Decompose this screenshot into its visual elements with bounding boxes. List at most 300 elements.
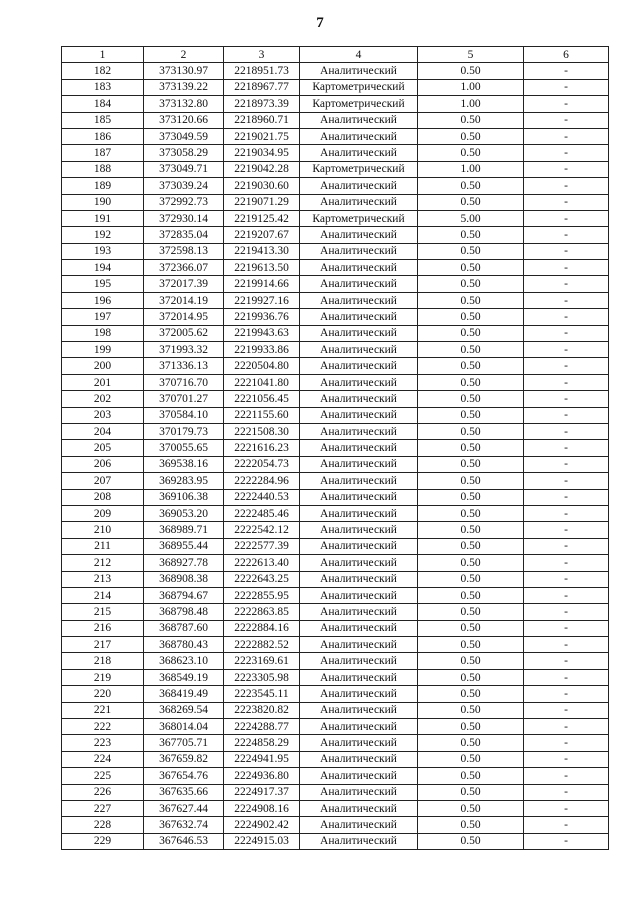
accuracy-cell: 0.50 (418, 407, 524, 423)
accuracy-cell: 0.50 (418, 112, 524, 128)
y-coordinate-cell: 2222855.95 (224, 587, 300, 603)
y-coordinate-cell: 2224858.29 (224, 735, 300, 751)
y-coordinate-cell: 2218951.73 (224, 63, 300, 79)
point-number-cell: 214 (62, 587, 144, 603)
note-cell: - (524, 325, 609, 341)
point-number-cell: 215 (62, 604, 144, 620)
x-coordinate-cell: 368798.48 (144, 604, 224, 620)
point-number-cell: 201 (62, 374, 144, 390)
method-cell: Аналитический (300, 800, 418, 816)
method-cell: Аналитический (300, 194, 418, 210)
point-number-cell: 186 (62, 128, 144, 144)
accuracy-cell: 0.50 (418, 423, 524, 439)
table-row (62, 227, 609, 243)
y-coordinate-cell: 2219034.95 (224, 145, 300, 161)
table-row (62, 325, 609, 341)
x-coordinate-cell: 368623.10 (144, 653, 224, 669)
table-row (62, 260, 609, 276)
x-coordinate-cell: 372598.13 (144, 243, 224, 259)
table-row (62, 768, 609, 784)
table-row (62, 702, 609, 718)
method-cell: Аналитический (300, 637, 418, 653)
accuracy-cell: 0.50 (418, 833, 524, 849)
note-cell: - (524, 784, 609, 800)
x-coordinate-cell: 373049.71 (144, 161, 224, 177)
table-row (62, 112, 609, 128)
note-cell: - (524, 719, 609, 735)
point-number-cell: 226 (62, 784, 144, 800)
accuracy-cell: 0.50 (418, 227, 524, 243)
point-number-cell: 223 (62, 735, 144, 751)
x-coordinate-cell: 373139.22 (144, 79, 224, 95)
y-coordinate-cell: 2221155.60 (224, 407, 300, 423)
table-row (62, 243, 609, 259)
note-cell: - (524, 669, 609, 685)
method-cell: Аналитический (300, 325, 418, 341)
accuracy-cell: 0.50 (418, 440, 524, 456)
table-row (62, 128, 609, 144)
point-number-cell: 192 (62, 227, 144, 243)
y-coordinate-cell: 2219927.16 (224, 292, 300, 308)
note-cell: - (524, 358, 609, 374)
table-row (62, 800, 609, 816)
table-row (62, 194, 609, 210)
point-number-cell: 218 (62, 653, 144, 669)
accuracy-cell: 0.50 (418, 538, 524, 554)
note-cell: - (524, 456, 609, 472)
method-cell: Аналитический (300, 260, 418, 276)
x-coordinate-cell: 373130.97 (144, 63, 224, 79)
accuracy-cell: 0.50 (418, 620, 524, 636)
table-row (62, 620, 609, 636)
table-row (62, 637, 609, 653)
method-cell: Аналитический (300, 571, 418, 587)
y-coordinate-cell: 2221041.80 (224, 374, 300, 390)
x-coordinate-cell: 372005.62 (144, 325, 224, 341)
point-number-cell: 197 (62, 309, 144, 325)
point-number-cell: 183 (62, 79, 144, 95)
point-number-cell: 213 (62, 571, 144, 587)
x-coordinate-cell: 370716.70 (144, 374, 224, 390)
point-number-cell: 194 (62, 260, 144, 276)
table-row (62, 522, 609, 538)
point-number-cell: 205 (62, 440, 144, 456)
point-number-cell: 229 (62, 833, 144, 849)
x-coordinate-cell: 373049.59 (144, 128, 224, 144)
point-number-cell: 206 (62, 456, 144, 472)
accuracy-cell: 0.50 (418, 309, 524, 325)
note-cell: - (524, 292, 609, 308)
point-number-cell: 219 (62, 669, 144, 685)
note-cell: - (524, 391, 609, 407)
x-coordinate-cell: 372366.07 (144, 260, 224, 276)
point-number-cell: 190 (62, 194, 144, 210)
method-cell: Аналитический (300, 440, 418, 456)
accuracy-cell: 5.00 (418, 210, 524, 226)
point-number-cell: 212 (62, 555, 144, 571)
note-cell: - (524, 604, 609, 620)
accuracy-cell: 0.50 (418, 260, 524, 276)
method-cell: Аналитический (300, 407, 418, 423)
x-coordinate-cell: 372992.73 (144, 194, 224, 210)
accuracy-cell: 0.50 (418, 702, 524, 718)
coordinates-table (61, 46, 609, 850)
column-header-1: 1 (62, 47, 144, 63)
y-coordinate-cell: 2224936.80 (224, 768, 300, 784)
table-row (62, 63, 609, 79)
table-row (62, 309, 609, 325)
method-cell: Аналитический (300, 145, 418, 161)
accuracy-cell: 1.00 (418, 79, 524, 95)
point-number-cell: 221 (62, 702, 144, 718)
accuracy-cell: 0.50 (418, 342, 524, 358)
note-cell: - (524, 342, 609, 358)
x-coordinate-cell: 367646.53 (144, 833, 224, 849)
y-coordinate-cell: 2224288.77 (224, 719, 300, 735)
table-row (62, 423, 609, 439)
point-number-cell: 203 (62, 407, 144, 423)
x-coordinate-cell: 372930.14 (144, 210, 224, 226)
point-number-cell: 191 (62, 210, 144, 226)
y-coordinate-cell: 2219613.50 (224, 260, 300, 276)
point-number-cell: 222 (62, 719, 144, 735)
table-row (62, 686, 609, 702)
x-coordinate-cell: 367627.44 (144, 800, 224, 816)
note-cell: - (524, 505, 609, 521)
accuracy-cell: 0.50 (418, 505, 524, 521)
x-coordinate-cell: 367705.71 (144, 735, 224, 751)
y-coordinate-cell: 2222884.16 (224, 620, 300, 636)
accuracy-cell: 0.50 (418, 800, 524, 816)
x-coordinate-cell: 367635.66 (144, 784, 224, 800)
accuracy-cell: 0.50 (418, 555, 524, 571)
accuracy-cell: 0.50 (418, 604, 524, 620)
table-row (62, 735, 609, 751)
note-cell: - (524, 571, 609, 587)
x-coordinate-cell: 367659.82 (144, 751, 224, 767)
accuracy-cell: 0.50 (418, 489, 524, 505)
point-number-cell: 216 (62, 620, 144, 636)
y-coordinate-cell: 2222882.52 (224, 637, 300, 653)
note-cell: - (524, 768, 609, 784)
note-cell: - (524, 309, 609, 325)
table-row (62, 505, 609, 521)
y-coordinate-cell: 2223820.82 (224, 702, 300, 718)
note-cell: - (524, 833, 609, 849)
table-row (62, 342, 609, 358)
point-number-cell: 204 (62, 423, 144, 439)
note-cell: - (524, 63, 609, 79)
point-number-cell: 207 (62, 473, 144, 489)
note-cell: - (524, 522, 609, 538)
method-cell: Аналитический (300, 178, 418, 194)
note-cell: - (524, 686, 609, 702)
header-row (62, 47, 609, 63)
accuracy-cell: 0.50 (418, 686, 524, 702)
table-row (62, 456, 609, 472)
y-coordinate-cell: 2219207.67 (224, 227, 300, 243)
accuracy-cell: 0.50 (418, 784, 524, 800)
accuracy-cell: 0.50 (418, 768, 524, 784)
method-cell: Аналитический (300, 686, 418, 702)
point-number-cell: 217 (62, 637, 144, 653)
accuracy-cell: 0.50 (418, 145, 524, 161)
column-header-5: 5 (418, 47, 524, 63)
x-coordinate-cell: 368780.43 (144, 637, 224, 653)
x-coordinate-cell: 368927.78 (144, 555, 224, 571)
x-coordinate-cell: 368794.67 (144, 587, 224, 603)
method-cell: Аналитический (300, 669, 418, 685)
accuracy-cell: 0.50 (418, 456, 524, 472)
y-coordinate-cell: 2224902.42 (224, 817, 300, 833)
method-cell: Аналитический (300, 309, 418, 325)
point-number-cell: 210 (62, 522, 144, 538)
accuracy-cell: 0.50 (418, 178, 524, 194)
accuracy-cell: 0.50 (418, 653, 524, 669)
note-cell: - (524, 440, 609, 456)
table-row (62, 817, 609, 833)
note-cell: - (524, 161, 609, 177)
accuracy-cell: 0.50 (418, 292, 524, 308)
y-coordinate-cell: 2224917.37 (224, 784, 300, 800)
method-cell: Аналитический (300, 522, 418, 538)
x-coordinate-cell: 369106.38 (144, 489, 224, 505)
accuracy-cell: 0.50 (418, 522, 524, 538)
note-cell: - (524, 702, 609, 718)
y-coordinate-cell: 2223169.61 (224, 653, 300, 669)
note-cell: - (524, 735, 609, 751)
method-cell: Аналитический (300, 374, 418, 390)
accuracy-cell: 0.50 (418, 374, 524, 390)
point-number-cell: 227 (62, 800, 144, 816)
accuracy-cell: 0.50 (418, 276, 524, 292)
method-cell: Аналитический (300, 473, 418, 489)
method-cell: Аналитический (300, 817, 418, 833)
point-number-cell: 187 (62, 145, 144, 161)
table-row (62, 719, 609, 735)
method-cell: Картометрический (300, 79, 418, 95)
note-cell: - (524, 194, 609, 210)
x-coordinate-cell: 367654.76 (144, 768, 224, 784)
note-cell: - (524, 210, 609, 226)
table-row (62, 653, 609, 669)
method-cell: Аналитический (300, 423, 418, 439)
x-coordinate-cell: 368269.54 (144, 702, 224, 718)
method-cell: Аналитический (300, 555, 418, 571)
accuracy-cell: 0.50 (418, 63, 524, 79)
y-coordinate-cell: 2222440.53 (224, 489, 300, 505)
page-number: 7 (316, 15, 324, 31)
y-coordinate-cell: 2222863.85 (224, 604, 300, 620)
x-coordinate-cell: 373120.66 (144, 112, 224, 128)
y-coordinate-cell: 2221056.45 (224, 391, 300, 407)
table-row (62, 489, 609, 505)
x-coordinate-cell: 371336.13 (144, 358, 224, 374)
x-coordinate-cell: 372014.19 (144, 292, 224, 308)
x-coordinate-cell: 368014.04 (144, 719, 224, 735)
method-cell: Аналитический (300, 112, 418, 128)
x-coordinate-cell: 369538.16 (144, 456, 224, 472)
accuracy-cell: 0.50 (418, 325, 524, 341)
x-coordinate-cell: 372017.39 (144, 276, 224, 292)
accuracy-cell: 0.50 (418, 194, 524, 210)
note-cell: - (524, 145, 609, 161)
y-coordinate-cell: 2219042.28 (224, 161, 300, 177)
table-header (62, 47, 609, 63)
method-cell: Аналитический (300, 833, 418, 849)
method-cell: Аналитический (300, 489, 418, 505)
x-coordinate-cell: 370701.27 (144, 391, 224, 407)
method-cell: Аналитический (300, 243, 418, 259)
y-coordinate-cell: 2224908.16 (224, 800, 300, 816)
x-coordinate-cell: 373039.24 (144, 178, 224, 194)
point-number-cell: 202 (62, 391, 144, 407)
method-cell: Аналитический (300, 276, 418, 292)
y-coordinate-cell: 2220504.80 (224, 358, 300, 374)
x-coordinate-cell: 368549.19 (144, 669, 224, 685)
point-number-cell: 184 (62, 96, 144, 112)
note-cell: - (524, 653, 609, 669)
point-number-cell: 199 (62, 342, 144, 358)
y-coordinate-cell: 2219936.76 (224, 309, 300, 325)
note-cell: - (524, 276, 609, 292)
x-coordinate-cell: 369053.20 (144, 505, 224, 521)
column-header-6: 6 (524, 47, 609, 63)
accuracy-cell: 0.50 (418, 751, 524, 767)
point-number-cell: 182 (62, 63, 144, 79)
x-coordinate-cell: 368989.71 (144, 522, 224, 538)
x-coordinate-cell: 369283.95 (144, 473, 224, 489)
note-cell: - (524, 407, 609, 423)
point-number-cell: 185 (62, 112, 144, 128)
point-number-cell: 224 (62, 751, 144, 767)
y-coordinate-cell: 2219943.63 (224, 325, 300, 341)
method-cell: Аналитический (300, 63, 418, 79)
note-cell: - (524, 538, 609, 554)
accuracy-cell: 1.00 (418, 161, 524, 177)
x-coordinate-cell: 368419.49 (144, 686, 224, 702)
note-cell: - (524, 260, 609, 276)
note-cell: - (524, 587, 609, 603)
method-cell: Аналитический (300, 604, 418, 620)
x-coordinate-cell: 370179.73 (144, 423, 224, 439)
accuracy-cell: 1.00 (418, 96, 524, 112)
note-cell: - (524, 128, 609, 144)
x-coordinate-cell: 368955.44 (144, 538, 224, 554)
accuracy-cell: 0.50 (418, 587, 524, 603)
table-row (62, 473, 609, 489)
y-coordinate-cell: 2219071.29 (224, 194, 300, 210)
x-coordinate-cell: 372014.95 (144, 309, 224, 325)
x-coordinate-cell: 372835.04 (144, 227, 224, 243)
accuracy-cell: 0.50 (418, 719, 524, 735)
note-cell: - (524, 96, 609, 112)
method-cell: Аналитический (300, 505, 418, 521)
table-row (62, 358, 609, 374)
y-coordinate-cell: 2224941.95 (224, 751, 300, 767)
table-row (62, 276, 609, 292)
table-row (62, 587, 609, 603)
table-row (62, 79, 609, 95)
x-coordinate-cell: 371993.32 (144, 342, 224, 358)
y-coordinate-cell: 2219030.60 (224, 178, 300, 194)
note-cell: - (524, 620, 609, 636)
column-header-2: 2 (144, 47, 224, 63)
accuracy-cell: 0.50 (418, 473, 524, 489)
point-number-cell: 208 (62, 489, 144, 505)
method-cell: Аналитический (300, 620, 418, 636)
point-number-cell: 196 (62, 292, 144, 308)
table-row (62, 751, 609, 767)
x-coordinate-cell: 370584.10 (144, 407, 224, 423)
point-number-cell: 195 (62, 276, 144, 292)
method-cell: Аналитический (300, 719, 418, 735)
note-cell: - (524, 800, 609, 816)
table-row (62, 604, 609, 620)
y-coordinate-cell: 2222284.96 (224, 473, 300, 489)
accuracy-cell: 0.50 (418, 358, 524, 374)
note-cell: - (524, 751, 609, 767)
method-cell: Аналитический (300, 768, 418, 784)
y-coordinate-cell: 2219125.42 (224, 210, 300, 226)
table-row (62, 145, 609, 161)
method-cell: Аналитический (300, 391, 418, 407)
accuracy-cell: 0.50 (418, 817, 524, 833)
table-row (62, 833, 609, 849)
y-coordinate-cell: 2218967.77 (224, 79, 300, 95)
accuracy-cell: 0.50 (418, 637, 524, 653)
table-row (62, 538, 609, 554)
y-coordinate-cell: 2222542.12 (224, 522, 300, 538)
table-row (62, 161, 609, 177)
accuracy-cell: 0.50 (418, 128, 524, 144)
point-number-cell: 211 (62, 538, 144, 554)
note-cell: - (524, 817, 609, 833)
note-cell: - (524, 79, 609, 95)
x-coordinate-cell: 367632.74 (144, 817, 224, 833)
method-cell: Картометрический (300, 161, 418, 177)
table-row (62, 391, 609, 407)
method-cell: Аналитический (300, 342, 418, 358)
y-coordinate-cell: 2222577.39 (224, 538, 300, 554)
y-coordinate-cell: 2221616.23 (224, 440, 300, 456)
point-number-cell: 189 (62, 178, 144, 194)
point-number-cell: 225 (62, 768, 144, 784)
column-header-3: 3 (224, 47, 300, 63)
method-cell: Аналитический (300, 538, 418, 554)
column-header-4: 4 (300, 47, 418, 63)
y-coordinate-cell: 2224915.03 (224, 833, 300, 849)
y-coordinate-cell: 2219413.30 (224, 243, 300, 259)
note-cell: - (524, 243, 609, 259)
note-cell: - (524, 423, 609, 439)
accuracy-cell: 0.50 (418, 669, 524, 685)
table-row (62, 784, 609, 800)
y-coordinate-cell: 2219933.86 (224, 342, 300, 358)
y-coordinate-cell: 2223305.98 (224, 669, 300, 685)
table-row (62, 440, 609, 456)
table-row (62, 555, 609, 571)
point-number-cell: 198 (62, 325, 144, 341)
accuracy-cell: 0.50 (418, 735, 524, 751)
note-cell: - (524, 374, 609, 390)
method-cell: Картометрический (300, 96, 418, 112)
accuracy-cell: 0.50 (418, 571, 524, 587)
y-coordinate-cell: 2221508.30 (224, 423, 300, 439)
table-row (62, 407, 609, 423)
method-cell: Аналитический (300, 587, 418, 603)
y-coordinate-cell: 2222613.40 (224, 555, 300, 571)
